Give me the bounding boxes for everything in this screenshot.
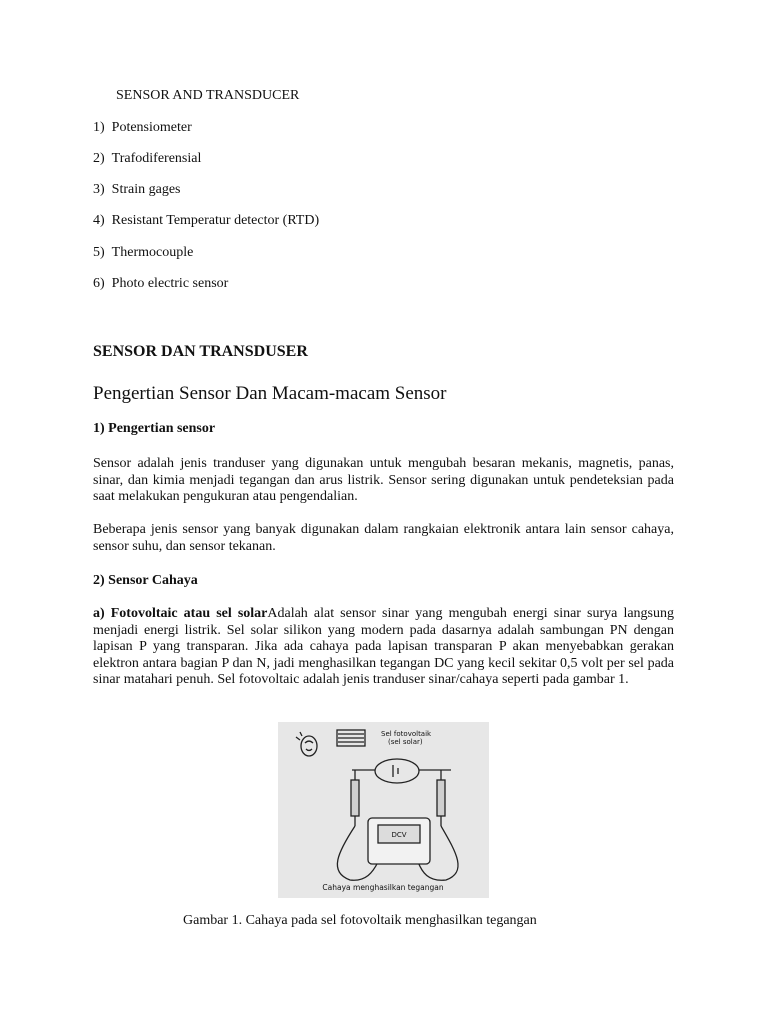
- paragraph-body: Adalah alat sensor sinar yang mengubah energi sinar surya langsung menjadi energi listrik. Sel solar silikon yang modern pada dasarnya adalah sambungan PN dengan lapisan P yang transparan. Jika ada cahaya pada lapisan transparan P akan menyebabkan gerakan elektron antara bagian P dan N, jadi menghasilkan tegangan DC yang kecil sekitar 0,5 volt per sel pada sinar matahari penuh. Sel fotovoltaic adalah jenis tranduser sinar/cahaya seperti pada gambar 1.: [93, 606, 674, 687]
- list-item: [93, 151, 201, 167]
- list-item: [93, 213, 319, 229]
- list-text: Strain gages: [111, 182, 181, 197]
- figure-caption: Gambar 1. Cahaya pada sel fotovoltaik menghasilkan tegangan: [183, 913, 537, 928]
- intro-heading: SENSOR AND TRANSDUCER: [116, 88, 300, 103]
- list-item: [93, 276, 228, 292]
- subheading-pengertian: 1) Pengertian sensor: [93, 421, 216, 436]
- page-title: Pengertian Sensor Dan Macam-macam Sensor: [93, 383, 447, 404]
- section-heading: SENSOR DAN TRANSDUSER: [93, 343, 308, 360]
- paragraph-fotovoltaic: [93, 606, 674, 689]
- paragraph-types: Beberapa jenis sensor yang banyak digunakan dalam rangkaian elektronik antara lain sensor cahaya, sensor suhu, dan sensor tekanan.: [93, 522, 674, 554]
- list-text: Potensiometer: [111, 120, 192, 135]
- list-number: 3): [93, 182, 105, 197]
- list-number: 4): [93, 213, 105, 228]
- meter-label: DCV: [391, 831, 407, 839]
- subheading-sensor-cahaya: 2) Sensor Cahaya: [93, 573, 198, 588]
- paragraph-lead: a) Fotovoltaic atau sel solar: [93, 606, 268, 621]
- list-number: 6): [93, 276, 105, 291]
- solar-panel-icon: [337, 730, 365, 746]
- list-number: 5): [93, 245, 105, 260]
- list-text: Trafodiferensial: [111, 151, 202, 166]
- list-number: 2): [93, 151, 105, 166]
- paragraph-definition: Sensor adalah jenis tranduser yang digunakan untuk mengubah besaran mekanis, magnetis, panas, sinar, dan kimia menjadi tegangan dan arus listrik. Sensor sering digunakan untuk pendeteksian pada saat melakukan pengukuran atau pengendalian.: [93, 456, 674, 504]
- photovoltaic-diagram: [278, 722, 489, 898]
- light-source-icon: [296, 732, 317, 756]
- figure-label-cell: Sel fotovoltaik: [381, 730, 432, 738]
- figure-photovoltaic: [278, 722, 489, 898]
- list-text: Photo electric sensor: [111, 276, 229, 291]
- list-item: [93, 120, 192, 136]
- figure-bottom-label: Cahaya menghasilkan tegangan: [322, 883, 444, 892]
- list-item: [93, 182, 181, 198]
- list-text: Thermocouple: [111, 245, 194, 260]
- list-item: [93, 245, 193, 261]
- figure-label-cell-sub: (sel solar): [388, 738, 423, 746]
- list-number: 1): [93, 120, 105, 135]
- list-text: Resistant Temperatur detector (RTD): [111, 213, 320, 228]
